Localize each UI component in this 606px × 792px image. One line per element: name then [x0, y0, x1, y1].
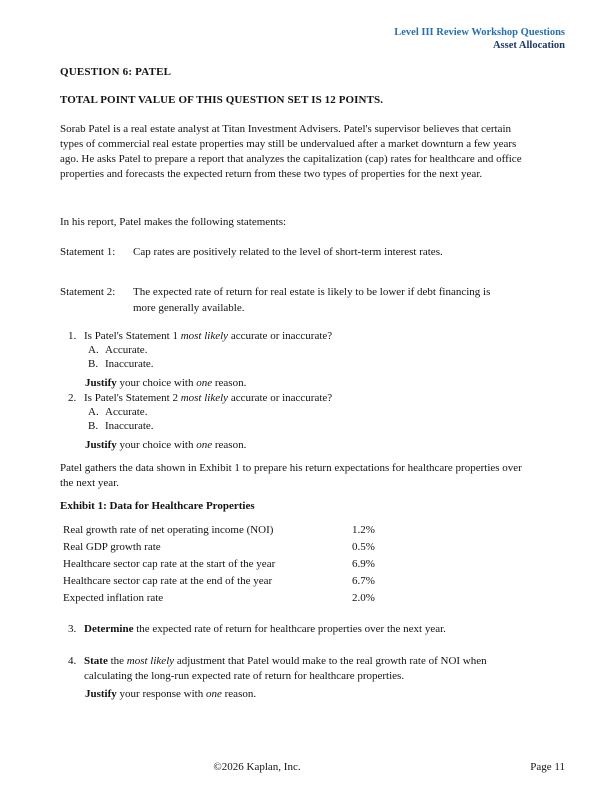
row-label: Healthcare sector cap rate at the end of the year	[63, 575, 273, 587]
justify-bold: Justify	[85, 688, 117, 701]
justify-line	[85, 687, 546, 702]
table-row	[63, 541, 523, 558]
prompt-segment-bold: Determine	[84, 623, 134, 635]
question-3-number: 3.	[68, 623, 77, 635]
question-item-2	[60, 391, 546, 452]
row-value: 1.2%	[352, 524, 375, 536]
prompt-segment-bold: State	[84, 655, 108, 667]
prompt-segment: the expected rate of return for healthcare properties over the next year.	[133, 623, 446, 635]
justify-text: reason.	[212, 377, 247, 389]
choice-text: Accurate.	[105, 344, 148, 356]
question-1-prompt	[84, 329, 546, 343]
report-lead-in: In his report, Patel makes the following statements:	[60, 216, 287, 228]
row-value: 2.0%	[352, 592, 375, 604]
prompt-segment: adjustment that Patel would make to the real growth rate of NOI when calculating the long-run expected rate of return for healthcare properties.	[84, 655, 487, 682]
question-item-4	[60, 654, 546, 702]
statement-2-label: Statement 2:	[60, 286, 116, 298]
prompt-segment: Is Patel's Statement 2	[84, 392, 181, 404]
question-1-prompt-row	[60, 329, 546, 343]
justify-line	[85, 376, 546, 390]
choice-letter: A.	[88, 406, 99, 418]
header-section-title: Asset Allocation	[492, 39, 565, 51]
question-4-number: 4.	[68, 655, 77, 667]
justify-italic: one	[196, 377, 213, 389]
header-workshop-title: Level III Review Workshop Questions	[394, 27, 565, 38]
exhibit-table	[63, 524, 523, 609]
question-3-prompt-row	[60, 622, 546, 637]
question-4-prompt-row	[60, 654, 546, 683]
footer-page-number: Page 11	[530, 761, 565, 773]
question-4-prompt	[84, 654, 516, 683]
justify-text: your response with	[116, 688, 206, 701]
prompt-segment: accurate or inaccurate?	[228, 330, 333, 342]
prompt-segment-italic: most likely	[126, 655, 175, 667]
prompt-segment: Is Patel's Statement 1	[84, 330, 181, 342]
table-row	[63, 558, 523, 575]
question-1-number: 1.	[68, 330, 77, 342]
choice-letter: A.	[88, 344, 99, 356]
statement-1-label: Statement 1:	[60, 246, 116, 258]
prompt-segment-italic: most likely	[180, 392, 229, 404]
justify-text: your choice with	[116, 439, 197, 451]
justify-text: reason.	[221, 688, 257, 701]
question-item-1	[60, 329, 546, 390]
choice-letter: B.	[88, 420, 99, 432]
choice-letter: B.	[88, 358, 99, 370]
statement-1	[60, 245, 505, 261]
choice-text: Inaccurate.	[105, 358, 154, 370]
row-value: 6.7%	[352, 575, 375, 587]
table-row	[63, 592, 523, 609]
question-item-3	[60, 622, 546, 637]
question-3-prompt	[84, 622, 516, 637]
question-2-prompt-row	[60, 391, 546, 405]
table-row	[63, 524, 523, 541]
choice-text: Accurate.	[105, 406, 148, 418]
justify-text: reason.	[212, 439, 247, 451]
row-label: Expected inflation rate	[63, 592, 164, 604]
question-2-prompt	[84, 391, 546, 405]
question-title: QUESTION 6: PATEL	[60, 66, 172, 78]
justify-line	[85, 438, 546, 452]
page-header	[394, 27, 565, 52]
footer-copyright: ©2026 Kaplan, Inc.	[213, 761, 301, 773]
row-label: Real growth rate of net operating income (NOI)	[63, 524, 274, 536]
answer-choice-a	[88, 343, 546, 357]
statement-2-text: The expected rate of return for real estate is likely to be lower if debt financing is more generally available.	[133, 286, 491, 314]
prompt-segment-italic: most likely	[180, 330, 229, 342]
answer-choice-b	[88, 357, 546, 371]
intro-paragraph: Sorab Patel is a real estate analyst at Titan Investment Advisers. Patel's supervisor believes that certain types of commercial real estate properties may still be undervalued after a market downturn a few years ago. He asks Patel to prepare a report that analyzes the capitalization (cap) rates for healthcare and office properties and forecasts the expected return from these two types of properties for the next year.	[60, 123, 522, 180]
table-row	[63, 575, 523, 592]
justify-bold: Justify	[85, 377, 117, 389]
question-2-number: 2.	[68, 392, 77, 404]
exhibit-title: Exhibit 1: Data for Healthcare Properties	[60, 500, 255, 512]
point-value-line: TOTAL POINT VALUE OF THIS QUESTION SET IS 12 POINTS.	[60, 94, 384, 106]
justify-italic: one	[206, 688, 222, 701]
prompt-segment: accurate or inaccurate?	[228, 392, 333, 404]
justify-text: your choice with	[116, 377, 197, 389]
choice-text: Inaccurate.	[105, 420, 154, 432]
exhibit-lead-in-paragraph: Patel gathers the data shown in Exhibit 1 to prepare his return expectations for healthcare properties over the next year.	[60, 462, 522, 489]
statement-1-text: Cap rates are positively related to the level of short-term interest rates.	[133, 246, 443, 258]
statement-2	[60, 285, 505, 316]
answer-choice-a	[88, 405, 546, 419]
row-value: 0.5%	[352, 541, 375, 553]
row-label: Real GDP growth rate	[63, 541, 161, 553]
prompt-segment: the	[107, 655, 127, 667]
row-label: Healthcare sector cap rate at the start of the year	[63, 558, 276, 570]
justify-bold: Justify	[85, 439, 117, 451]
row-value: 6.9%	[352, 558, 375, 570]
justify-italic: one	[196, 439, 213, 451]
answer-choice-b	[88, 419, 546, 433]
